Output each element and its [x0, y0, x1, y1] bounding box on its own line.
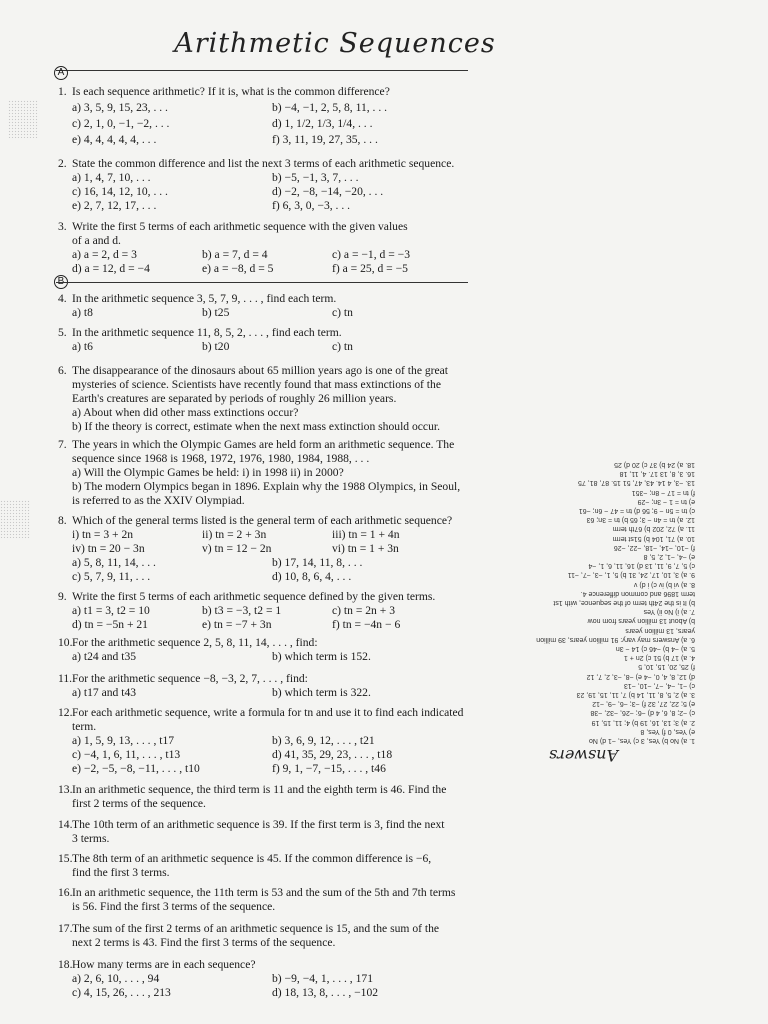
- question-4: [58, 292, 478, 320]
- part-row: [58, 116, 478, 132]
- answer-line: f) 25, 20, 15, 10, 5: [638, 663, 695, 671]
- part-item: e) a = −8, d = 5: [202, 262, 274, 275]
- question-number: 6.: [58, 364, 67, 377]
- part-row: [58, 340, 478, 354]
- question-line: find the first 3 terms.: [72, 866, 170, 879]
- answers-panel-rotated: [535, 425, 695, 765]
- part-row: [58, 618, 478, 632]
- question-13: [58, 783, 478, 811]
- question-text: State the common difference and list the next 3 terms of each arithmetic sequence.: [72, 157, 455, 170]
- answer-line: 4. a) 17 b) 51 c) 2n + 1: [623, 654, 695, 662]
- question-stem: [58, 220, 478, 234]
- part-row: [58, 650, 478, 664]
- answer-line: 3. a) 2, 5, 8, 11, 14 b) 7, 11, 15, 19, 23: [576, 690, 695, 698]
- question-number: 3.: [58, 220, 67, 233]
- question-17: [58, 922, 478, 950]
- part-item: a) a = 2, d = 3: [72, 248, 137, 261]
- question-7: [58, 438, 478, 508]
- question-text: The disappearance of the dinosaurs about 65 million years ago is one of the great: [72, 364, 449, 377]
- part-item: ii) tn = 2 + 3n: [202, 528, 267, 541]
- part-item: f) tn = −4n − 6: [332, 618, 401, 631]
- question-text: The years in which the Olympic Games are held form an arithmetic sequence. The: [72, 438, 455, 451]
- question-2: [58, 157, 478, 213]
- part-row: [58, 734, 478, 748]
- question-line: Earth's creatures are separated by periods of roughly 26 million years.: [72, 392, 397, 405]
- page-title: Arithmetic Sequences: [174, 28, 496, 59]
- part-row: [58, 748, 478, 762]
- question-number: 1.: [58, 85, 67, 98]
- part-item: f) 6, 3, 0, −3, . . .: [272, 199, 351, 212]
- answer-line: c) −2; 8, 6, 4 d) −6; −26, −32, −38: [590, 709, 695, 717]
- part-item: d) 10, 8, 6, 4, . . .: [272, 570, 352, 583]
- question-line: a) Will the Olympic Games be held: i) in 1998 ii) in 2000?: [72, 466, 344, 479]
- question-stem: [58, 292, 478, 306]
- part-item: c) tn: [332, 306, 353, 319]
- rule-section-b: [56, 282, 468, 283]
- part-item: v) tn = 12 − 2n: [202, 542, 272, 555]
- question-number: 7.: [58, 438, 67, 451]
- question-18: [58, 958, 478, 1000]
- part-item: a) 1, 5, 9, 13, . . . , t17: [72, 734, 175, 747]
- question-stem: [58, 852, 478, 866]
- question-5: [58, 326, 478, 354]
- answer-line: e) −4, −1, 2, 5, 8: [643, 552, 695, 560]
- question-line: is referred to as the XXIV Olympiad.: [72, 494, 245, 507]
- question-stem: [58, 958, 478, 972]
- part-row: [58, 199, 478, 213]
- answer-line: term 1896 and common difference 4.: [580, 589, 695, 597]
- part-item: f) a = 25, d = −5: [332, 262, 408, 275]
- part-item: d) 18, 13, 8, . . . , −102: [272, 986, 379, 999]
- question-stem: [58, 157, 478, 171]
- part-item: e) 2, 7, 12, 17, . . .: [72, 199, 157, 212]
- question-line: mysteries of science. Scientists have recently found that mass extinctions of the: [72, 378, 441, 391]
- question-number: 11.: [58, 672, 73, 685]
- answer-line: c) tn = 5n − 9; 56 d) tn = 47 − 6n; −61: [578, 506, 695, 514]
- answer-line: d) 12, 8, 4, 0, −4 e) −8, −3, 2, 7, 12: [586, 672, 695, 680]
- part-row: [58, 604, 478, 618]
- answer-line: 9. a) 3, 10, 17, 24, 31 b) 5, 1, −3, −7, −11: [567, 571, 695, 579]
- section-b-marker: B: [54, 275, 68, 289]
- answers-title: Answers: [549, 746, 619, 765]
- question-line: first 2 terms of the sequence.: [72, 797, 206, 810]
- part-item: a) t17 and t43: [72, 686, 137, 699]
- part-item: c) a = −1, d = −3: [332, 248, 410, 261]
- answer-line: 8. a) vi b) iv c) i d) v: [633, 580, 695, 588]
- question-stem: [58, 818, 478, 832]
- answer-line: years, 13 million years: [625, 626, 695, 634]
- question-text: For the arithmetic sequence −8, −3, 2, 7, . . . , find:: [72, 672, 308, 685]
- part-item: a) t6: [72, 340, 93, 353]
- part-row: [58, 171, 478, 185]
- question-line: b) If the theory is correct, estimate when the next mass extinction should occur.: [72, 420, 440, 433]
- part-row: [58, 972, 478, 986]
- answer-line: f) tn = 17 − 8n; −351: [631, 488, 695, 496]
- question-line: sequence since 1968 is 1968, 1972, 1976, 1980, 1984, 1988, . . .: [72, 452, 370, 465]
- part-item: b) 17, 14, 11, 8, . . .: [272, 556, 363, 569]
- answer-line: 11. a) 72, 202 b) 67th term: [612, 525, 695, 533]
- question-stem: [58, 922, 478, 936]
- part-item: a) 1, 4, 7, 10, . . .: [72, 171, 151, 184]
- answer-line: b) It is the 24th term of the sequence, with 1st: [553, 598, 695, 606]
- part-row: [58, 132, 478, 148]
- part-row: [58, 686, 478, 700]
- part-item: c) tn: [332, 340, 353, 353]
- part-item: b) −5, −1, 3, 7, . . .: [272, 171, 359, 184]
- part-item: b) which term is 322.: [272, 686, 371, 699]
- question-line: is 56. Find the first 3 terms of the sequence.: [72, 900, 276, 913]
- question-number: 14.: [58, 818, 73, 831]
- part-item: d) 1, 1/2, 1/3, 1/4, . . .: [272, 117, 373, 130]
- part-item: i) tn = 3 + 2n: [72, 528, 134, 541]
- question-stem: [58, 672, 478, 686]
- question-16: [58, 886, 478, 914]
- question-number: 9.: [58, 590, 67, 603]
- part-item: c) 5, 7, 9, 11, . . .: [72, 570, 151, 583]
- part-item: e) −2, −5, −8, −11, . . . , t10: [72, 762, 200, 775]
- part-item: a) 5, 8, 11, 14, . . .: [72, 556, 156, 569]
- part-item: c) tn = 2n + 3: [332, 604, 395, 617]
- answer-line: e) Yes, 0 f) Yes, 8: [640, 727, 695, 735]
- part-item: b) −4, −1, 2, 5, 8, 11, . . .: [272, 101, 388, 114]
- question-line: next 2 terms is 43. Find the first 3 terms of the sequence.: [72, 936, 336, 949]
- part-item: a) 3, 5, 9, 15, 23, . . .: [72, 101, 168, 114]
- part-item: e) tn = −7 + 3n: [202, 618, 272, 631]
- question-3: [58, 220, 478, 276]
- question-stem: [58, 783, 478, 797]
- question-stem: [58, 438, 478, 452]
- section-a-marker: A: [54, 66, 68, 80]
- part-item: b) t3 = −3, t2 = 1: [202, 604, 282, 617]
- question-number: 10.: [58, 636, 73, 649]
- answer-line: 13. −3, 4 14. 43, 47, 51 15. 87, 81, 75: [578, 479, 695, 487]
- part-item: c) 4, 15, 26, . . . , 213: [72, 986, 171, 999]
- question-text: The 10th term of an arithmetic sequence is 39. If the first term is 3, find the next: [72, 818, 445, 831]
- question-text: Write the first 5 terms of each arithmetic sequence defined by the given terms.: [72, 590, 436, 603]
- question-12: [58, 706, 478, 776]
- part-row: [58, 542, 478, 556]
- part-item: a) t8: [72, 306, 93, 319]
- question-stem: [58, 636, 478, 650]
- part-row: [58, 185, 478, 199]
- part-item: a) t1 = 3, t2 = 10: [72, 604, 150, 617]
- answer-line: c) 5, 7, 9, 11, 13 d) 16, 11, 6, 1, −4: [588, 562, 695, 570]
- question-stem: [58, 326, 478, 340]
- answers-list: [535, 460, 695, 745]
- answer-line: f) −10, −14, −18, −22, −26: [613, 543, 695, 551]
- question-text: For the arithmetic sequence 2, 5, 8, 11, 14, . . . , find:: [72, 636, 318, 649]
- part-item: d) 41, 35, 29, 23, . . . , t18: [272, 748, 393, 761]
- part-item: iii) tn = 1 + 4n: [332, 528, 400, 541]
- part-item: f) 9, 1, −7, −15, . . . , t46: [272, 762, 386, 775]
- question-text: In the arithmetic sequence 3, 5, 7, 9, . . . , find each term.: [72, 292, 337, 305]
- part-item: iv) tn = 20 − 3n: [72, 542, 145, 555]
- question-number: 13.: [58, 783, 73, 796]
- question-text: Is each sequence arithmetic? If it is, what is the common difference?: [72, 85, 390, 98]
- question-stem: [58, 886, 478, 900]
- question-number: 2.: [58, 157, 67, 170]
- part-item: d) tn = −5n + 21: [72, 618, 148, 631]
- answer-line: e) tn = 1 − 3n; −29: [637, 497, 695, 505]
- answer-line: 5. a) −4 b) −46 c) 14 − 3n: [615, 644, 695, 652]
- answer-line: 18. a) 24 b) 37 c) 20 d) 25: [614, 460, 695, 468]
- part-item: b) a = 7, d = 4: [202, 248, 268, 261]
- part-row: [58, 262, 478, 276]
- question-number: 4.: [58, 292, 67, 305]
- part-item: b) t20: [202, 340, 230, 353]
- question-number: 15.: [58, 852, 73, 865]
- part-row: [58, 248, 478, 262]
- part-item: c) −4, 1, 6, 11, . . . , t13: [72, 748, 181, 761]
- question-text: In an arithmetic sequence, the third term is 11 and the eighth term is 46. Find the: [72, 783, 447, 796]
- question-text: In an arithmetic sequence, the 11th term is 53 and the sum of the 5th and 7th terms: [72, 886, 456, 899]
- question-number: 12.: [58, 706, 73, 719]
- part-item: e) 4, 4, 4, 4, 4, . . .: [72, 133, 157, 146]
- question-stem: [58, 364, 478, 378]
- question-text: The sum of the first 2 terms of an arithmetic sequence is 15, and the sum of the: [72, 922, 440, 935]
- part-item: c) 2, 1, 0, −1, −2, . . .: [72, 117, 170, 130]
- part-item: a) t24 and t35: [72, 650, 137, 663]
- part-row: [58, 100, 478, 116]
- question-stem: [58, 706, 478, 720]
- question-8: [58, 514, 478, 584]
- part-item: d) −2, −8, −14, −20, . . .: [272, 185, 384, 198]
- question-text: The 8th term of an arithmetic sequence is 45. If the common difference is −6,: [72, 852, 432, 865]
- question-stem: [58, 590, 478, 604]
- rule-top: [56, 70, 468, 71]
- question-1: [58, 84, 478, 148]
- question-text: Write the first 5 terms of each arithmetic sequence with the given values: [72, 220, 408, 233]
- question-text: For each arithmetic sequence, write a formula for tn and use it to find each indicated: [72, 706, 464, 719]
- part-item: c) 16, 14, 12, 10, . . .: [72, 185, 168, 198]
- question-number: 8.: [58, 514, 67, 527]
- question-number: 16.: [58, 886, 73, 899]
- question-stem: [58, 84, 478, 100]
- question-15: [58, 852, 478, 880]
- answer-line: 12. a) tn = 4n − 3; 65 b) tn = 3n; 63: [586, 516, 695, 524]
- answer-line: c) −1, −4, −7, −10, −13: [623, 681, 695, 689]
- answer-line: 2. a) 3; 13, 16, 19 b) 4; 11, 15, 19: [591, 718, 695, 726]
- scan-noise-left-1: [8, 100, 38, 138]
- answer-line: 7. a) i) No ii) Yes: [643, 608, 695, 616]
- part-row: [58, 306, 478, 320]
- answer-line: 10. a) 71, 104 b) 51st term: [612, 534, 695, 542]
- question-11: [58, 672, 478, 700]
- question-number: 17.: [58, 922, 73, 935]
- part-item: b) −9, −4, 1, . . . , 171: [272, 972, 373, 985]
- part-row: [58, 556, 478, 570]
- question-10: [58, 636, 478, 664]
- question-number: 5.: [58, 326, 67, 339]
- part-item: b) t25: [202, 306, 230, 319]
- part-row: [58, 528, 478, 542]
- part-item: a) 2, 6, 10, . . . , 94: [72, 972, 160, 985]
- question-text-cont: of a and d.: [72, 234, 121, 247]
- question-line: b) The modern Olympics began in 1896. Explain why the 1988 Olympics, in Seoul,: [72, 480, 461, 493]
- part-item: b) 3, 6, 9, 12, . . . , t21: [272, 734, 375, 747]
- scan-noise-left-2: [0, 500, 30, 538]
- answer-line: 1. a) No b) Yes, 3 c) Yes, −1 d) No: [588, 737, 695, 744]
- answer-line: 6. a) Answers may vary: 91 million years, 39 million: [536, 635, 695, 643]
- part-row: [58, 986, 478, 1000]
- answer-line: e) 5; 22, 27, 32 f) −3; −6, −9, −12: [592, 700, 695, 708]
- question-text: In the arithmetic sequence 11, 8, 5, 2, . . . , find each term.: [72, 326, 342, 339]
- part-item: f) 3, 11, 19, 27, 35, . . .: [272, 133, 378, 146]
- part-item: vi) tn = 1 + 3n: [332, 542, 399, 555]
- answer-line: 16. 3, 8, 13 17. 4, 11, 18: [619, 470, 695, 478]
- answer-line: b) About 13 million years from now: [587, 617, 695, 625]
- question-line: a) About when did other mass extinctions occur?: [72, 406, 299, 419]
- question-text: Which of the general terms listed is the general term of each arithmetic sequence?: [72, 514, 453, 527]
- question-9: [58, 590, 478, 632]
- question-6: [58, 364, 478, 434]
- part-row: [58, 762, 478, 776]
- part-item: d) a = 12, d = −4: [72, 262, 150, 275]
- question-stem: [58, 514, 478, 528]
- question-14: [58, 818, 478, 846]
- question-line: 3 terms.: [72, 832, 110, 845]
- question-text: How many terms are in each sequence?: [72, 958, 256, 971]
- question-text-cont: term.: [72, 720, 97, 733]
- question-number: 18.: [58, 958, 73, 971]
- part-item: b) which term is 152.: [272, 650, 371, 663]
- part-row: [58, 570, 478, 584]
